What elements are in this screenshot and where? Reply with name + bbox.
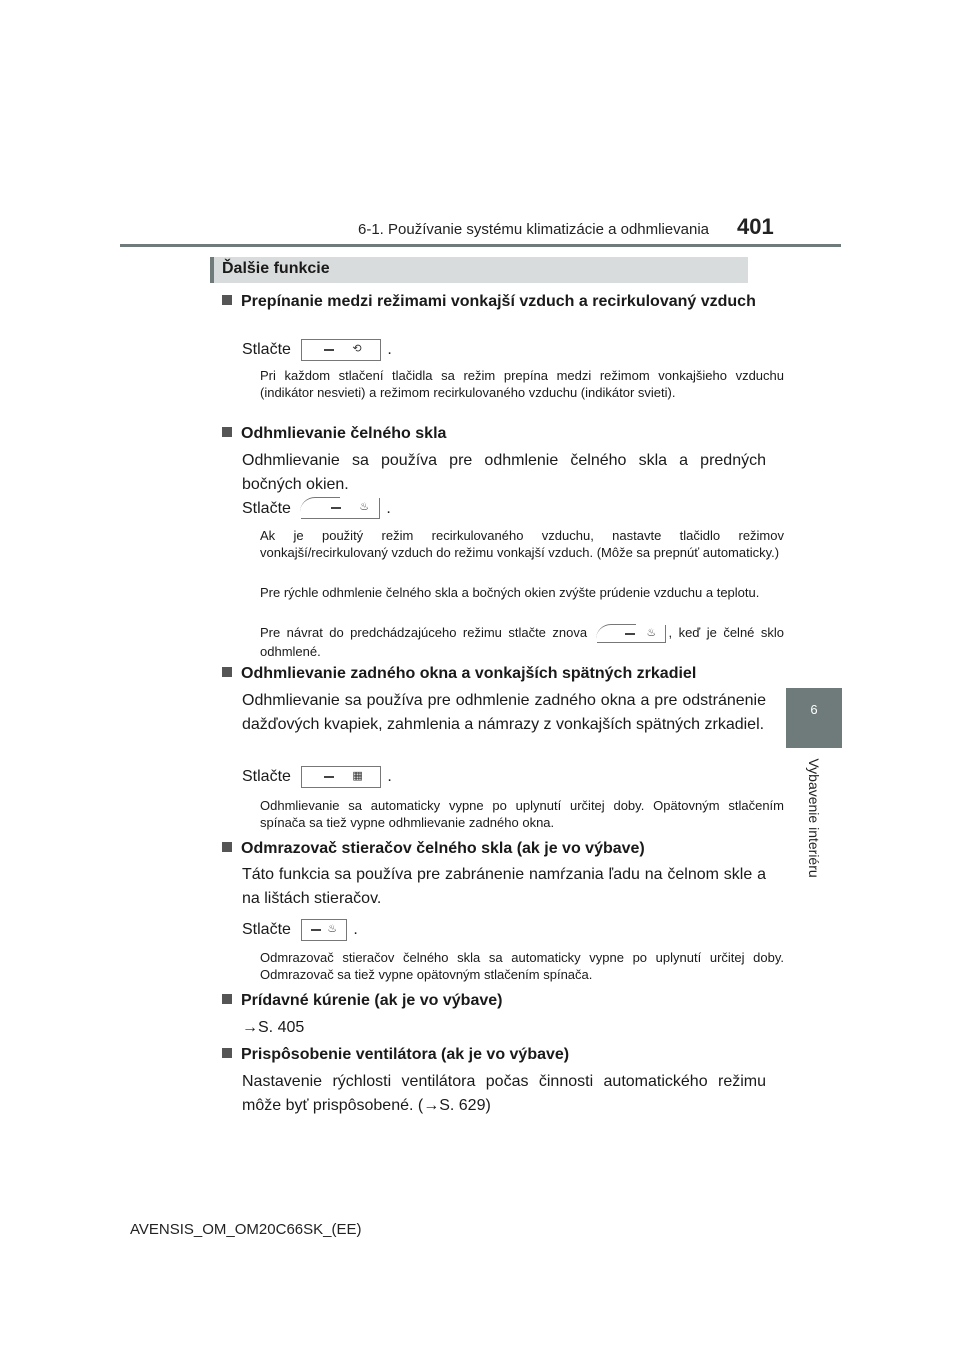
reference-auxiliary-heater[interactable]: →S. 405 [242,1019,305,1036]
square-bullet-icon [222,667,232,677]
heading-fan-customization: Prispôsobenie ventilátora (ak je vo výbave) [222,1043,766,1067]
text-windshield-defog: Odhmlievanie sa používa pre odhmlenie čelného skla a predných bočných okien. [242,452,766,493]
chapter-label: Vybavenie interiéru [806,758,822,878]
windshield-defog-icon: ♨ [359,501,370,514]
heading-wiper-deicer: Odmrazovač stieračov čelného skla (ak je vo výbave) [222,837,766,861]
header-divider [120,244,841,247]
chapter-number: 6 [810,702,818,717]
press-instruction-rear: Stlačte ▦ . [222,765,766,789]
page-number: 401 [737,214,774,239]
note-windshield-2: Pre rýchle odhmlenie čelného skla a bočných okien zvýšte prúdenie vzduchu a teplotu. [260,585,760,600]
square-bullet-icon [222,994,232,1004]
square-bullet-icon [222,295,232,305]
press-instruction-windshield: Stlačte ♨ . [222,497,766,521]
text-rear-defog: Odhmlievanie sa používa pre odhmlenie zadného okna a pre odstránenie dažďových kvapiek, zahmlenia a námrazy z vonkajších spätných zrkadiel. [242,692,766,733]
wiper-deicer-icon: ♨ [327,922,338,935]
heading-auxiliary-heater: Prídavné kúrenie (ak je vo výbave) [222,989,766,1013]
rear-defog-icon: ▦ [352,769,363,782]
section-title: Ďalšie funkcie [222,260,330,277]
header-title: 6-1. Používanie systému klimatizácie a odhmlievania [358,221,709,238]
note-rear-defog: Odhmlievanie sa automaticky vypne po uplynutí určitej doby. Opätovným stlačením spínača sa tiež vypne odhmlievanie zadného okna. [260,798,784,830]
windshield-defog-icon: ♨ [646,626,657,639]
note-windshield-1: Ak je použitý režim recirkulovaného vzduchu, nastavte tlačidlo režimov vonkajší/recirkulovaný vzduch do režimu vonkajší vzduch. (Môže sa prepnúť automaticky.) [260,528,784,560]
note-recirculation: Pri každom stlačení tlačidla sa režim prepína medzi režimom vonkajšieho vzduchu (indikátor nesvieti) a režimom recirkulovaného vzduchu (indikátor svieti). [260,368,784,400]
text-fan-customization: Nastavenie rýchlosti ventilátora počas činnosti automatického režimu môže byť prispôsobené. (→S. 629) [242,1073,766,1114]
note-wiper-deicer: Odmrazovač stieračov čelného skla sa automaticky vypne po uplynutí určitej doby. Odmrazovač sa tiež vypne opätovným stlačením spínača. [260,950,784,982]
text-wiper-deicer: Táto funkcia sa používa pre zabránenie namŕzania ľadu na čelnom skle a na lištách stieračov. [242,866,766,907]
section-banner [210,257,748,283]
heading-windshield-defog: Odhmlievanie čelného skla [222,422,766,446]
recirculation-icon: ⟲ [352,342,362,355]
heading-rear-defog: Odhmlievanie zadného okna a vonkajších spätných zrkadiel [222,662,766,686]
press-instruction-recirculation: Stlačte ⟲ . [222,338,766,362]
recirculation-button[interactable] [301,339,381,361]
square-bullet-icon [222,1048,232,1058]
windshield-defog-button[interactable] [301,498,380,519]
rear-defog-button[interactable] [301,766,381,788]
heading-recirculation: Prepínanie medzi režimami vonkajší vzduch a recirkulovaný vzduch [222,290,766,314]
note-windshield-3: Pre návrat do predchádzajúceho režimu stlačte znova ♨ , keď je čelné sklo odhmlené. [260,625,784,659]
chapter-tab [786,688,842,748]
press-instruction-wiper: Stlačte ♨ . [222,918,766,942]
wiper-deicer-button[interactable] [301,919,347,941]
square-bullet-icon [222,842,232,852]
document-code: AVENSIS_OM_OM20C66SK_(EE) [130,1221,362,1238]
square-bullet-icon [222,427,232,437]
windshield-defog-button-inline[interactable] [597,625,666,643]
